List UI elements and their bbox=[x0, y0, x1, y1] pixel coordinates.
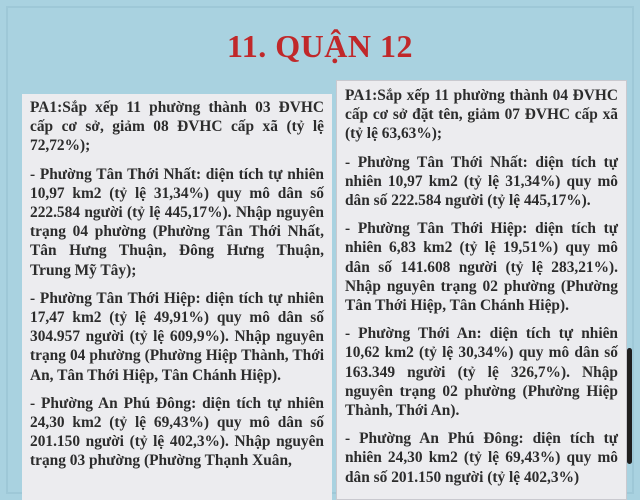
left-paragraph-tan-thoi-nhat: - Phường Tân Thới Nhất: diện tích tự nhiên 10,97 km2 (tỷ lệ 31,34%) quy mô dân số 222.584 người (tỷ lệ 445,17%). Nhập nguyên trạng 04 phường (Phường Tân Thới Nhất, Tân Hưng Thuận, Đông Hưng Thuận, Trung Mỹ Tây); bbox=[30, 165, 324, 279]
right-panel-scrollbar[interactable] bbox=[627, 348, 632, 464]
right-paragraph-an-phu-dong: - Phường An Phú Đông: diện tích tự nhiên 24,30 km2 (tỷ lệ 69,43%) quy mô dân số 201.150 người (tỷ lệ 402,3%) bbox=[345, 430, 618, 486]
left-paragraph-tan-thoi-hiep: - Phường Tân Thới Hiệp: diện tích tự nhiên 17,47 km2 (tỷ lệ 49,91%) quy mô dân số 304.957 người (tỷ lệ 609,9%). Nhập nguyên trạng 04 phường (Phường Hiệp Thành, Thới An, Tân Thới Hiệp, Tân Chánh Hiệp). bbox=[30, 289, 324, 384]
page-title: 11. QUẬN 12 bbox=[227, 28, 413, 64]
right-paragraph-plan: PA1:Sắp xếp 11 phường thành 04 ĐVHC cấp cơ sở đặt tên, giảm 07 ĐVHC cấp xã (tỷ lệ 63,63%); bbox=[345, 87, 618, 143]
right-paragraph-thoi-an: - Phường Thới An: diện tích tự nhiên 10,62 km2 (tỷ lệ 30,34%) quy mô dân số 163.349 người (tỷ lệ 326,7%). Nhập nguyên trạng 02 phường (Phường Hiệp Thành, Thới An). bbox=[345, 325, 618, 420]
option-panel-right[interactable] bbox=[336, 80, 627, 500]
right-paragraph-tan-thoi-hiep: - Phường Tân Thới Hiệp: diện tích tự nhiên 6,83 km2 (tỷ lệ 19,51%) quy mô dân số 141.608 người (tỷ lệ 283,21%). Nhập nguyên trạng 02 phường (Phường Tân Thới Hiệp, Tân Chánh Hiệp). bbox=[345, 220, 618, 315]
left-paragraph-plan: PA1:Sắp xếp 11 phường thành 03 ĐVHC cấp cơ sở, giảm 08 ĐVHC cấp xã (tỷ lệ 72,72%); bbox=[30, 99, 324, 155]
right-paragraph-tan-thoi-nhat: - Phường Tân Thới Nhất: diện tích tự nhiên 10,97 km2 (tỷ lệ 31,34%) quy mô dân số 222.584 người (tỷ lệ 445,17%). bbox=[345, 153, 618, 210]
left-paragraph-an-phu-dong: - Phường An Phú Đông: diện tích tự nhiên 24,30 km2 (tỷ lệ 69,43%) quy mô dân số 201.150 người (tỷ lệ 402,3%). Nhập nguyên trạng 03 phường (Phường Thạnh Xuân, bbox=[30, 394, 324, 470]
option-panel-left bbox=[22, 94, 332, 500]
